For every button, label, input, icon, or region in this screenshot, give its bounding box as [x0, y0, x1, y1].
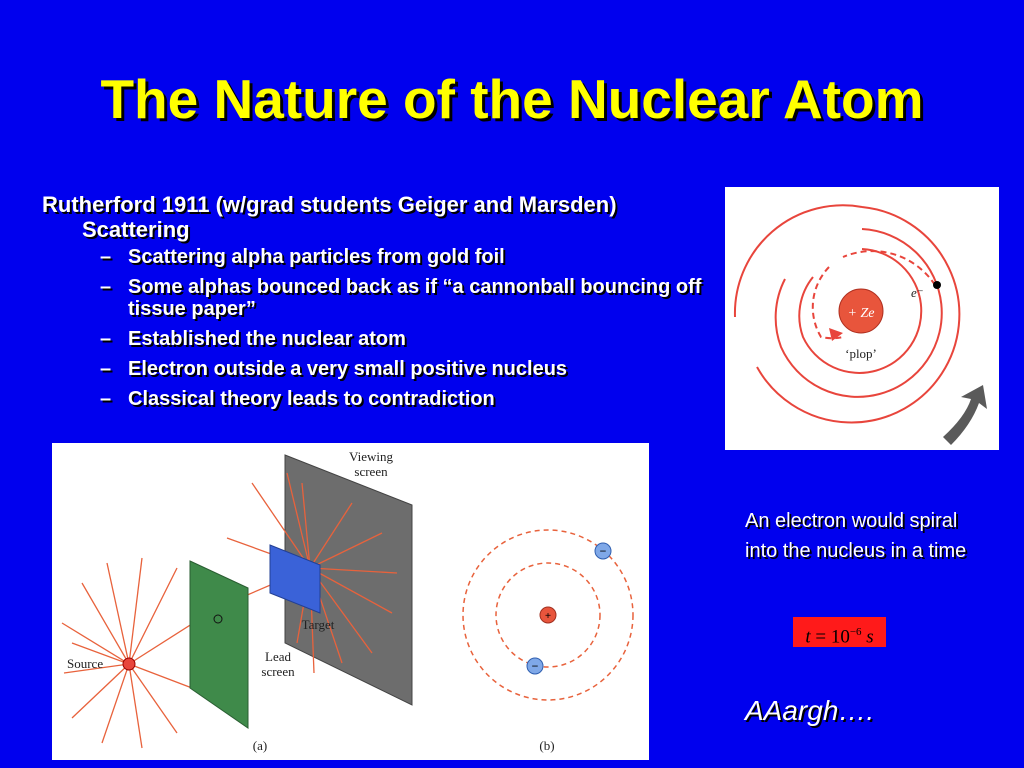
sub-bullet	[42, 276, 722, 320]
formula-equals: =	[815, 626, 827, 648]
formula-exponent: −6	[849, 626, 862, 638]
panel-b-label: (b)	[539, 738, 555, 753]
formula-unit: s	[866, 626, 874, 648]
dash-marker: –	[100, 328, 112, 350]
side-note: An electron would spiral into the nucleus in a time	[745, 510, 967, 562]
nucleus-plus: +	[544, 610, 552, 622]
sub-bullet-text: Electron outside a very small positive nucleus	[128, 358, 568, 380]
dash-marker: –	[100, 276, 112, 298]
sub-bullet	[42, 388, 722, 410]
electron-minus: −	[531, 659, 539, 673]
spiral-diagram	[725, 187, 999, 450]
dash-marker: –	[100, 358, 112, 380]
formula-lhs: t	[805, 626, 811, 648]
scattering-diagram	[52, 443, 649, 760]
electron-label: e⁻	[911, 285, 924, 300]
slide-title: The Nature of the Nuclear Atom	[100, 68, 924, 130]
scattering-figure	[52, 443, 649, 760]
electron-dot	[933, 281, 941, 289]
spiral-path	[813, 267, 843, 338]
viewing-screen-label: screen	[354, 464, 388, 479]
lead-screen-label: screen	[261, 664, 295, 679]
sub-bullet	[42, 246, 722, 268]
exclamation: AAargh….	[745, 695, 875, 726]
source-label: Source	[67, 656, 104, 671]
sub-bullet-list	[42, 246, 722, 410]
time-formula	[793, 617, 886, 647]
lead-screen	[190, 561, 248, 728]
spiral-figure	[725, 187, 999, 450]
target-label: Target	[301, 617, 335, 632]
lead-screen-label: Lead	[265, 649, 291, 664]
sub-bullet-text: Scattering alpha particles from gold foil	[128, 246, 505, 268]
formula-base: 10	[830, 626, 850, 648]
sub-bullet	[42, 358, 722, 380]
sub-bullet	[42, 328, 722, 350]
source-dot	[123, 658, 135, 670]
plop-label: ‘plop’	[845, 346, 877, 361]
bullet-list	[42, 192, 722, 418]
sub-bullet-text: Established the nuclear atom	[128, 328, 406, 350]
nucleus-label: + Ze	[847, 306, 875, 321]
main-bullet: Rutherford 1911 (w/grad students Geiger and Marsden) Scattering	[42, 192, 617, 242]
dash-marker: –	[100, 388, 112, 410]
viewing-screen-label: Viewing	[349, 449, 393, 464]
sub-bullet-text: Classical theory leads to contradiction	[128, 388, 495, 410]
sub-bullet-text: Some alphas bounced back as if “a cannonball bouncing off tissue paper”	[128, 276, 702, 320]
dash-marker: –	[100, 246, 112, 268]
electron-minus: −	[599, 544, 607, 558]
curved-arrow-icon	[943, 385, 987, 445]
panel-a-label: (a)	[252, 738, 268, 753]
